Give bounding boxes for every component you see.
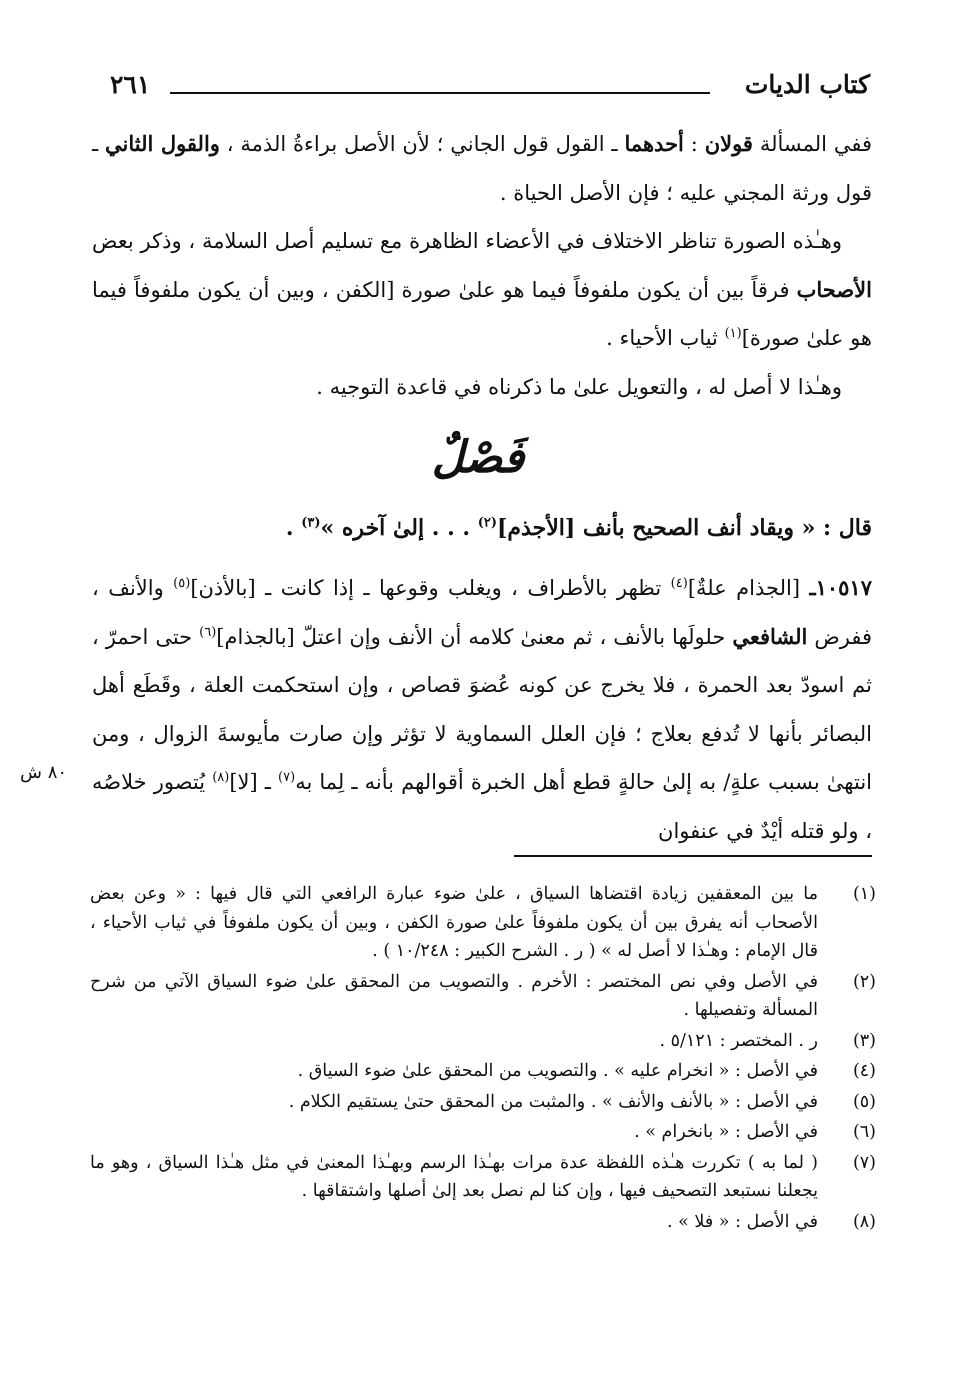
footnote-text: في الأصل وفي نص المختصر : الأخرم . والتصويب من المحقق علىٰ ضوء السياق الآتي من شرح المسألة وتفصيلها . <box>90 971 818 1020</box>
footnote-text: في الأصل : « بالأنف والأنف » . والمثبت من المحقق حتىٰ يستقيم الكلام . <box>288 1091 818 1112</box>
main-text-top <box>92 120 872 411</box>
footnote-4 <box>90 1057 876 1086</box>
footnote-number: (٦) <box>852 1122 876 1142</box>
paragraph-4: ١٠٥١٧ـ [الجذام علةٌ]$^{(٤)}$ تظهر بالأطراف ، ويغلب وقوعها ـ إذا كانت ـ [بالأذن]$^{(٥)}$ والأنف ، ففرض الشافعي حلولَها بالأنف ، ثم معنىٰ كلامه أن الأنف وإن اعتلّ [بالجذام]$^{(٦)}$ حتى احمرّ ، ثم اسودّ بعد الحمرة ، فلا يخرج عن كونه عُضوَ قصاص ، وإن استحكمت العلة ، وقَطَع أهل البصائر بأنها لا تُدفع بعلاج ؛ فإن العلل السماوية لا تؤثر وإن صارت مأيوسةَ الزوال ، ومن انتهىٰ بسبب علةٍ/ به إلىٰ حالةٍ قطع أهل الخبرة أقوالهم بأنه ـ لِما به$^{(٧)}$ ـ [لا]$^{(٨)}$ يُتصور خلاصُه ، ولو قتله أيْدٌ في عنفوان <box>92 575 872 843</box>
footnote-number: (٣) <box>852 1030 876 1051</box>
paragraph-1: ففي المسألة قولان : أحدهما ـ القول قول الجاني ؛ لأن الأصل براءةُ الذمة ، والقول الثاني ـ قول ورثة المجني عليه ؛ فإن الأصل الحياة . <box>92 131 873 205</box>
footnote-8 <box>90 1208 876 1237</box>
section-heading: فَصْلٌ <box>431 432 525 483</box>
footnote-number: (٧) <box>852 1152 876 1173</box>
page-number: ٢٦١ <box>110 70 151 99</box>
footnote-5 <box>90 1088 876 1117</box>
footnote-text: ر . المختصر : ٥/١٢١ . <box>659 1030 818 1051</box>
header-rule <box>170 92 710 94</box>
footnote-number: (٤) <box>852 1061 876 1081</box>
footnote-text: ما بين المعقفين زيادة اقتضاها السياق ، علىٰ ضوء عبارة الرافعي التي قال فيها : « وعن بعض الأصحاب أنه يفرق بين أن يكون ملفوفاً علىٰ صورة الكفن ، وبين أن يكون ملفوفاً في ثياب الأحياء ، قال الإمام : وهـٰذا لا أصل له » ( ر . الشرح الكبير : ١٠/٢٤٨ ) . <box>90 884 818 961</box>
footnote-number: (٥) <box>852 1091 876 1112</box>
footnote-number: (٨) <box>852 1211 876 1232</box>
paragraph-2: وهـٰذه الصورة تناظر الاختلاف في الأعضاء الظاهرة مع تسليم أصل السلامة ، وذكر بعض الأصحاب فرقاً بين أن يكون ملفوفاً فيما هو علىٰ صورة [الكفن ، وبين أن يكون ملفوفاً فيما هو علىٰ صورة]$^{(١)}$ ثياب الأحياء . <box>92 229 872 350</box>
footnote-text: في الأصل : « انخرام عليه » . والتصويب من المحقق علىٰ ضوء السياق . <box>297 1061 818 1081</box>
footnote-separator <box>514 855 872 857</box>
footnote-7 <box>90 1149 876 1206</box>
quoted-rule: قال : « ويقاد أنف الصحيح بأنف [الأجذم]$^{(٢)}$ . . . إلىٰ آخره »$^{(٣)}$ . <box>285 515 872 541</box>
footnote-1 <box>90 880 876 966</box>
footnote-number: (١) <box>852 884 876 904</box>
footnote-6 <box>90 1118 876 1147</box>
main-text-bottom <box>92 564 872 855</box>
chapter-title: كتاب الديات <box>744 70 870 99</box>
footnote-number: (٢) <box>852 971 876 992</box>
footnote-text: في الأصل : « فلا » . <box>667 1211 818 1232</box>
marginal-note: ٨٠ ش <box>20 762 68 783</box>
footnotes <box>90 880 876 1238</box>
footnote-text: ( لما به ) تكررت هـٰذه اللفظة عدة مرات بهـٰذا الرسم وبهـٰذا المعنىٰ في مثل هـٰذا السياق ، وهو ما يجعلنا نستبعد التصحيف فيها ، وإن كنا لم نصل بعد إلىٰ أصلها واشتقاقها . <box>90 1152 818 1201</box>
running-header <box>110 70 870 106</box>
paragraph-3: وهـٰذا لا أصل له ، والتعويل علىٰ ما ذكرناه في قاعدة التوجيه . <box>316 374 842 399</box>
footnote-text: في الأصل : « بانخرام » . <box>634 1122 818 1142</box>
footnote-2 <box>90 968 876 1025</box>
footnote-3 <box>90 1027 876 1056</box>
